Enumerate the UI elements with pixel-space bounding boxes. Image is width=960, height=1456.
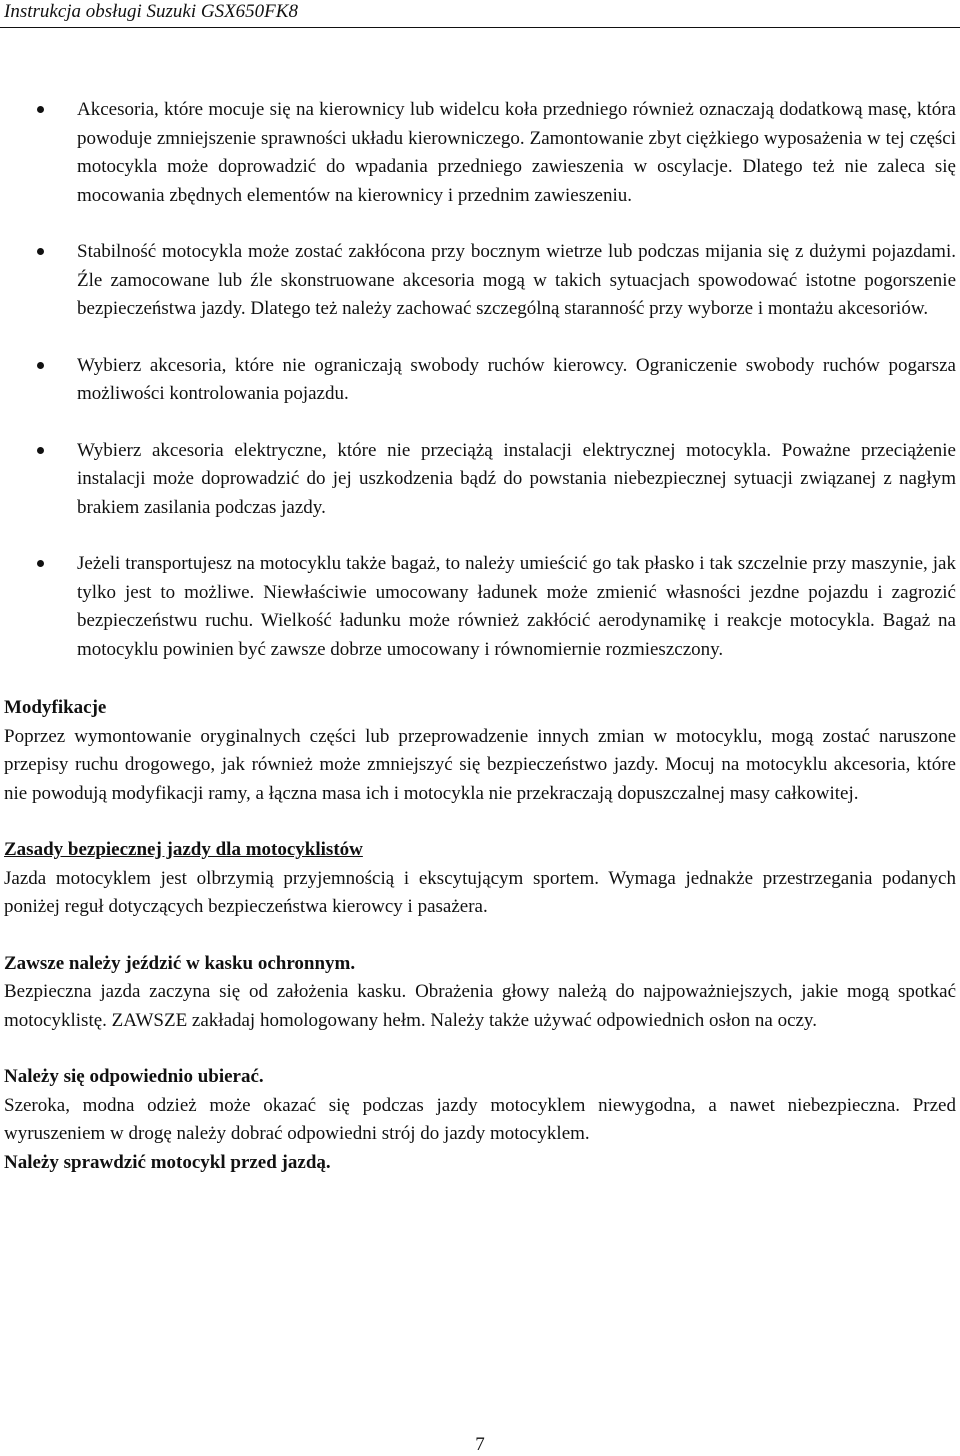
section-heading-modifications: Modyfikacje [4, 697, 107, 718]
section-heading-clothing: Należy się odpowiednio ubierać. [4, 1066, 264, 1087]
list-item-text: Stabilność motocykla może zostać zakłócona przy bocznym wietrze lub podczas mijania się z dużymi pojazdami. Źle zamocowane lub źle skonstruowane akcesoria mogą w takich sytuacjach spowodować istotne pogorszenie bezpieczeństwa jazdy. Dlatego też należy zachować szczególną staranność przy wyborze i montażu akcesoriów. [77, 241, 956, 319]
list-item-text: Akcesoria, które mocuje się na kierownicy lub widelcu koła przedniego również oznaczają dodatkową masę, która powoduje zmniejszenie sprawności układu kierowniczego. Zamontowanie zbyt ciężkiego wyposażenia w tej części motocykla może doprowadzić do wpadania przedniego zawieszenia w oscylacje. Dlatego też nie zaleca się mocowania zbędnych elementów na kierownicy i przednim zawieszeniu. [77, 99, 956, 206]
list-item [4, 550, 956, 664]
list-item-text: Wybierz akcesoria elektryczne, które nie przeciążą instalacji elektrycznej motocykla. Poważne przeciążenie instalacji może doprowadzić do jej uszkodzenia bądź do powstania niebezpiecznej sytuacji związanej z nagłym brakiem zasilania podczas jazdy. [77, 439, 956, 518]
running-header: Instrukcja obsługi Suzuki GSX650FK8 [4, 1, 298, 22]
section-heading-pre-ride-check: Należy sprawdzić motocykl przed jazdą. [4, 1151, 331, 1173]
bullet-icon [37, 106, 44, 113]
section-body-modifications: Poprzez wymontowanie oryginalnych części lub przeprowadzenie innych zmian w motocyklu, mogą zostać naruszone przepisy ruchu drogowego, jak również może zmniejszyć się bezpieczeństwo jazdy. Mocuj na motocyklu akcesoria, które nie powodują modyfikacji ramy, a łączna masa ich i motocykla nie przekraczają dopuszczalnej masy całkowitej. [4, 725, 956, 804]
bullet-icon [37, 362, 44, 369]
list-item-text: Wybierz akcesoria, które nie ograniczają swobody ruchów kierowcy. Ograniczenie swobody ruchów pogarsza możliwości kontrolowania pojazdu. [77, 354, 956, 404]
section-pre-ride-check [4, 1149, 956, 1178]
bullet-icon [37, 248, 44, 255]
list-item [4, 352, 956, 409]
section-helmet [4, 950, 956, 1036]
section-body-clothing: Szeroka, modna odzież może okazać się podczas jazdy motocyklem niewygodna, a nawet niebezpieczna. Przed wyruszeniem w drogę należy dobrać odpowiedni strój do jazdy motocyklem. [4, 1094, 956, 1144]
bullet-icon [37, 447, 44, 454]
accessories-bullet-list [4, 96, 956, 664]
section-heading-safe-riding-rules: Zasady bezpiecznej jazdy dla motocyklistów [4, 839, 363, 860]
list-item [4, 437, 956, 523]
list-item [4, 238, 956, 324]
page-number: 7 [475, 1434, 485, 1455]
section-body-helmet: Bezpieczna jazda zaczyna się od założenia kasku. Obrażenia głowy należą do najpoważniejszych, jakie mogą spotkać motocyklistę. ZAWSZE zakładaj homologowany hełm. Należy także używać odpowiednich osłon na oczy. [4, 981, 956, 1031]
header-divider [0, 27, 960, 28]
section-modifications [4, 694, 956, 808]
section-body-safe-riding-rules: Jazda motocyklem jest olbrzymią przyjemnością i ekscytującym sportem. Wymaga jednakże przestrzegania podanych poniżej reguł dotyczących bezpieczeństwa kierowcy i pasażera. [4, 867, 956, 917]
section-heading-helmet: Zawsze należy jeździć w kasku ochronnym. [4, 952, 356, 974]
list-item [4, 96, 956, 210]
list-item-text: Jeżeli transportujesz na motocyklu także bagaż, to należy umieścić go tak płasko i tak szczelnie przy maszynie, jak tylko jest to możliwe. Niewłaściwie umocowany ładunek może zmienić własności jezdne pojazdu i zagrozić bezpieczeństwu ruchu. Wielkość ładunku może również zakłócić aerodynamikę i reakcje motocykla. Bagaż na motocyklu powinien być zawsze dobrze umocowany i równomiernie rozmieszczony. [77, 553, 956, 660]
section-safe-riding-rules [4, 836, 956, 922]
section-clothing [4, 1063, 956, 1149]
page-content [4, 96, 956, 1177]
bullet-icon [37, 560, 44, 567]
